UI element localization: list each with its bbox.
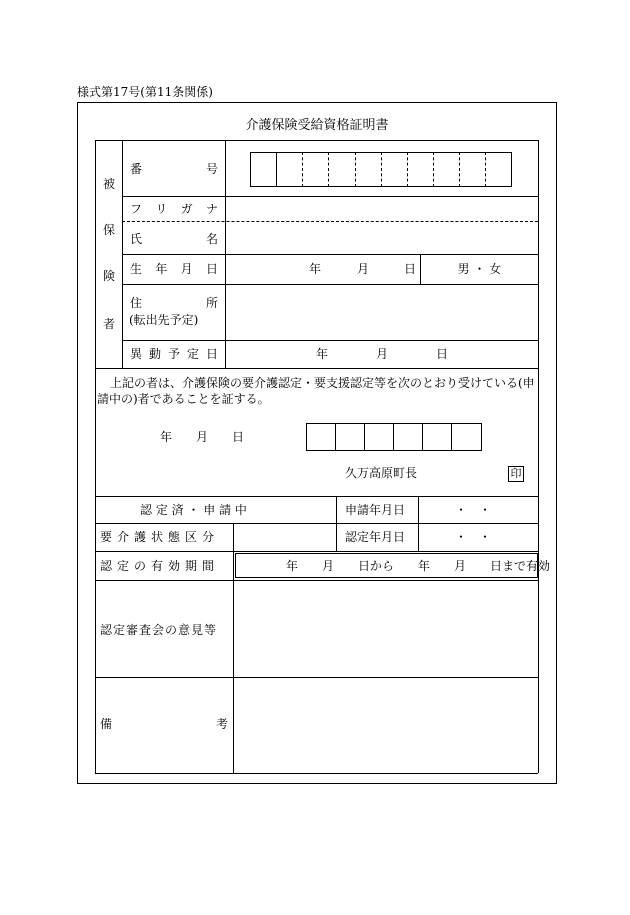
form-number: 様式第17号(第11条関係) (77, 85, 213, 99)
status-mid-line (336, 496, 337, 551)
birth-char: 生 (130, 262, 143, 276)
remarks-label-right: 考 (216, 717, 229, 731)
number-digit-sep (407, 152, 408, 187)
number-digit-sep (433, 152, 434, 187)
furigana-char: ナ (205, 202, 218, 216)
cert-text-line1: 上記の者は、介護保険の要介護認定・要支援認定等を次のとおり受けている(申 (110, 376, 535, 390)
opinion-field[interactable] (234, 581, 537, 676)
move-day-label: 日 (436, 347, 449, 361)
address-sub-label: (転出先予定) (129, 313, 199, 327)
birth-day-label: 日 (404, 262, 417, 276)
apply-date-label: 申請年月日 (345, 503, 406, 517)
remarks-field[interactable] (234, 678, 537, 772)
inner-right-border (538, 140, 539, 773)
cert-date-dots: ・ ・ (455, 530, 492, 544)
name-label (130, 233, 218, 245)
number-label-char-2: 号 (205, 162, 218, 176)
birth-char: 日 (205, 262, 218, 276)
name-char: 名 (205, 232, 218, 246)
furigana-char: リ (155, 202, 168, 216)
move-month-label: 月 (376, 347, 389, 361)
move-char: 定 (186, 347, 199, 361)
number-label-char-1: 番 (130, 162, 143, 176)
cert-date-month: 月 (196, 430, 209, 444)
cert-box-sep (393, 423, 394, 451)
furigana-char: フ (130, 202, 143, 216)
row-line-status-top (95, 496, 538, 497)
number-digit-sep (459, 152, 460, 187)
cert-date-year: 年 (160, 430, 173, 444)
name-char: 氏 (130, 232, 143, 246)
number-digit-sep (381, 152, 382, 187)
birth-char: 年 (155, 262, 168, 276)
move-label (130, 348, 218, 360)
birth-year-label: 年 (309, 262, 322, 276)
furigana-char: ガ (180, 202, 193, 216)
care-level-field[interactable] (234, 524, 335, 550)
remarks-label-left: 備 (100, 717, 113, 731)
move-char: 予 (167, 347, 180, 361)
side-label-4: 者 (103, 317, 116, 331)
number-digit-sep (328, 152, 329, 187)
form-title: 介護保険受給資格証明書 (245, 118, 389, 133)
cert-date-day: 日 (232, 430, 245, 444)
inner-bottom-border (95, 773, 538, 774)
number-digit-sep (355, 152, 356, 187)
care-level-label: 要介護状態区分 (100, 530, 220, 544)
birth-month-label: 月 (357, 262, 370, 276)
cert-box-sep (422, 423, 423, 451)
move-char: 動 (148, 347, 161, 361)
cert-box-sep (451, 423, 452, 451)
cert-box-sep (335, 423, 336, 451)
name-field[interactable] (226, 222, 537, 253)
row-line-address (122, 340, 538, 341)
move-char: 異 (130, 347, 143, 361)
seal-mark: 印 (508, 466, 524, 482)
issuer-name: 久万高原町長 (345, 466, 418, 480)
inner-top-border (95, 140, 538, 141)
address-char: 所 (205, 296, 218, 310)
certified-status-label: 認 定 済 ・ 申 請 中 (140, 503, 247, 517)
side-label-2: 保 (103, 223, 116, 237)
inner-left-border (95, 140, 96, 773)
move-year-label: 年 (316, 347, 329, 361)
birth-char: 月 (180, 262, 193, 276)
address-field[interactable] (226, 285, 537, 339)
cert-text-line2: 請中の)者であることを証する。 (97, 392, 270, 406)
validity-value: 年 月 日から 年 月 日まで有効 (286, 559, 551, 573)
cert-box-sep (364, 423, 365, 451)
furigana-label (130, 203, 218, 215)
birth-label (130, 263, 218, 275)
apply-date-dots: ・ ・ (455, 503, 492, 517)
row-line-name (122, 254, 538, 255)
move-char: 日 (205, 347, 218, 361)
side-label-1: 被 (103, 177, 116, 191)
opinion-label: 認定審査会の意見等 (100, 623, 218, 637)
furigana-field[interactable] (226, 197, 537, 220)
side-label-3: 険 (103, 269, 116, 283)
row-line-status-2 (95, 551, 538, 552)
address-label (130, 297, 218, 309)
cert-number-box[interactable] (306, 423, 482, 451)
status-date-line (418, 496, 419, 551)
cert-date-label: 認定年月日 (345, 530, 406, 544)
number-digit-sep (485, 152, 486, 187)
gender-options[interactable]: 男 ・ 女 (457, 262, 502, 276)
number-digit-sep (276, 152, 277, 187)
validity-label: 認定の有効期間 (100, 559, 220, 573)
number-digit-sep (302, 152, 303, 187)
address-char: 住 (130, 296, 143, 310)
row-line-move (95, 368, 538, 369)
number-label (130, 163, 218, 175)
